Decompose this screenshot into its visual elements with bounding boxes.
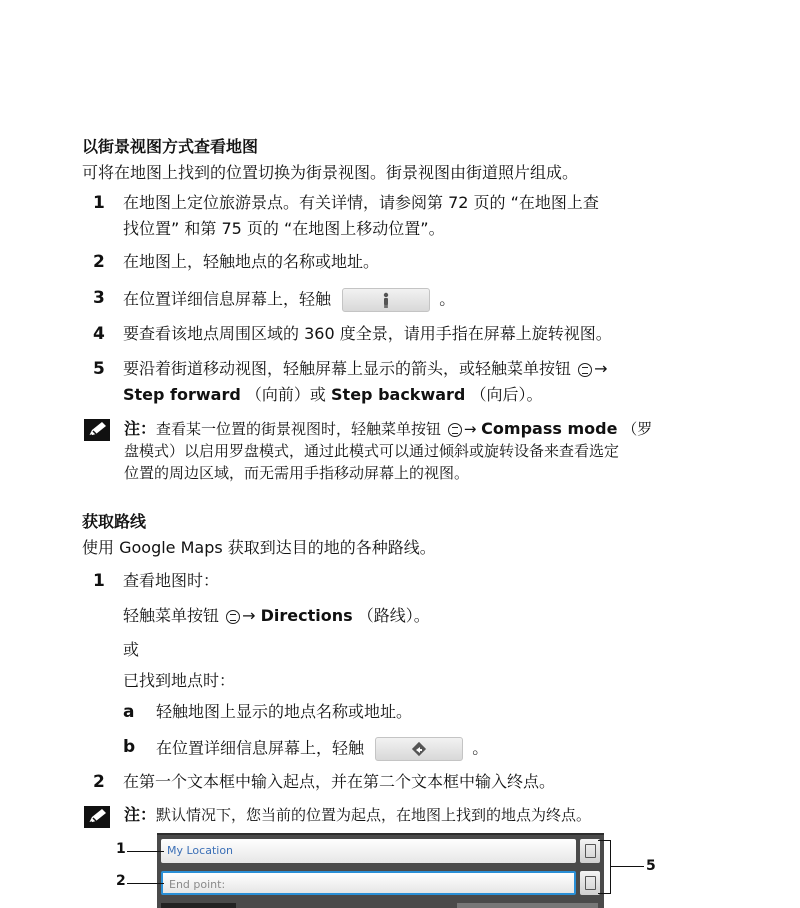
step-number: 1 bbox=[93, 571, 105, 591]
step-text bbox=[123, 359, 608, 379]
section-heading-street-view: 以街景视图方式查看地图 bbox=[82, 137, 259, 156]
step-forward-cn: （向前）或 bbox=[245, 385, 326, 404]
callout-5: 5 bbox=[646, 858, 656, 874]
arrow-icon: → bbox=[242, 606, 256, 625]
step-text-cont: 找位置” 和第 75 页的 “在地图上移动位置”。 bbox=[123, 219, 445, 238]
step-forward-label: Step forward bbox=[123, 385, 241, 404]
note-pencil-icon bbox=[84, 806, 110, 828]
callout-line bbox=[127, 883, 164, 884]
start-point-field: My Location bbox=[161, 839, 576, 863]
step-text: 查看地图时： bbox=[123, 571, 220, 590]
directions-screenshot bbox=[157, 833, 604, 908]
sub-step-text-before: 在位置详细信息屏幕上，轻触 bbox=[156, 738, 365, 758]
step-number: 4 bbox=[93, 324, 105, 344]
section-intro: 使用 Google Maps 获取到达目的地的各种路线。 bbox=[82, 538, 436, 557]
step-text: 在第一个文本框中输入起点，并在第二个文本框中输入终点。 bbox=[123, 772, 556, 791]
directions-cn: （路线）。 bbox=[357, 606, 430, 625]
contact-picker-icon bbox=[580, 871, 600, 895]
arrow-icon: → bbox=[594, 359, 608, 378]
compass-mode-label: Compass mode bbox=[481, 419, 618, 438]
step-menu-line bbox=[123, 606, 430, 626]
note-block bbox=[124, 804, 591, 826]
arrow-icon: → bbox=[463, 420, 477, 438]
menu-icon bbox=[226, 610, 240, 624]
sub-step-label: b bbox=[123, 737, 136, 757]
note-line bbox=[124, 418, 704, 440]
menu-icon bbox=[578, 363, 592, 377]
step-backward-label: Step backward bbox=[331, 385, 466, 404]
or-text: 或 bbox=[123, 640, 140, 659]
callout-2: 2 bbox=[116, 873, 126, 889]
step-text-cont bbox=[123, 385, 542, 405]
step-text: 在地图上，轻触地点的名称或地址。 bbox=[123, 252, 380, 271]
callout-1: 1 bbox=[116, 841, 126, 857]
callout-bracket bbox=[598, 840, 611, 894]
note-text: 查看某一位置的街景视图时，轻触菜单按钮 bbox=[156, 420, 442, 438]
step-text: 已找到地点时： bbox=[123, 671, 236, 690]
step-text: 要查看该地点周围区域的 360 度全景，请用手指在屏幕上旋转视图。 bbox=[123, 324, 612, 343]
street-view-button bbox=[342, 288, 430, 312]
note-label: 注： bbox=[124, 805, 157, 824]
step-text-line1: 要沿着街道移动视图，轻触屏幕上显示的箭头，或轻触菜单按钮 bbox=[123, 359, 572, 378]
step-text bbox=[123, 288, 455, 312]
note-line: 盘模式）以启用罗盘模式，通过此模式可以通过倾斜或旋转设备来查看选定 bbox=[124, 442, 620, 460]
section-intro: 可将在地图上找到的位置切换为街景视图。街景视图由街道照片组成。 bbox=[82, 163, 579, 182]
section-heading-directions: 获取路线 bbox=[82, 512, 147, 531]
directions-label: Directions bbox=[260, 606, 353, 625]
step-number: 5 bbox=[93, 359, 105, 379]
note-pencil-icon bbox=[84, 419, 110, 441]
sub-step-label: a bbox=[123, 702, 135, 722]
note-block bbox=[124, 418, 704, 484]
callout-line bbox=[127, 851, 164, 852]
step-text: 轻触菜单按钮 bbox=[123, 606, 220, 625]
step-number: 1 bbox=[93, 193, 105, 213]
sub-step-text bbox=[156, 737, 488, 761]
contact-picker-icon bbox=[580, 839, 600, 863]
directions-button bbox=[375, 737, 463, 761]
step-text-before: 在位置详细信息屏幕上，轻触 bbox=[123, 289, 332, 309]
sub-step-text: 轻触地图上显示的地点名称或地址。 bbox=[156, 702, 413, 721]
sub-step-text-after: 。 bbox=[472, 738, 489, 758]
step-number: 3 bbox=[93, 288, 105, 308]
step-backward-cn: （向后）。 bbox=[470, 385, 543, 404]
step-number: 2 bbox=[93, 252, 105, 272]
pegman-icon bbox=[343, 289, 429, 311]
callout-line bbox=[610, 866, 644, 867]
note-line: 位置的周边区域，而无需用手指移动屏幕上的视图。 bbox=[124, 464, 470, 482]
directions-arrow-icon bbox=[376, 738, 462, 760]
menu-icon bbox=[448, 423, 462, 437]
step-text: 在地图上定位旅游景点。有关详情，请参阅第 72 页的 “在地图上查 bbox=[123, 193, 599, 212]
step-text-after: 。 bbox=[439, 289, 456, 309]
end-point-field: End point: bbox=[161, 871, 576, 895]
step-number: 2 bbox=[93, 772, 105, 792]
note-label: 注： bbox=[124, 419, 157, 438]
note-text: 默认情况下，您当前的位置为起点，在地图上找到的地点为终点。 bbox=[156, 806, 592, 824]
note-text: （罗 bbox=[622, 420, 653, 438]
